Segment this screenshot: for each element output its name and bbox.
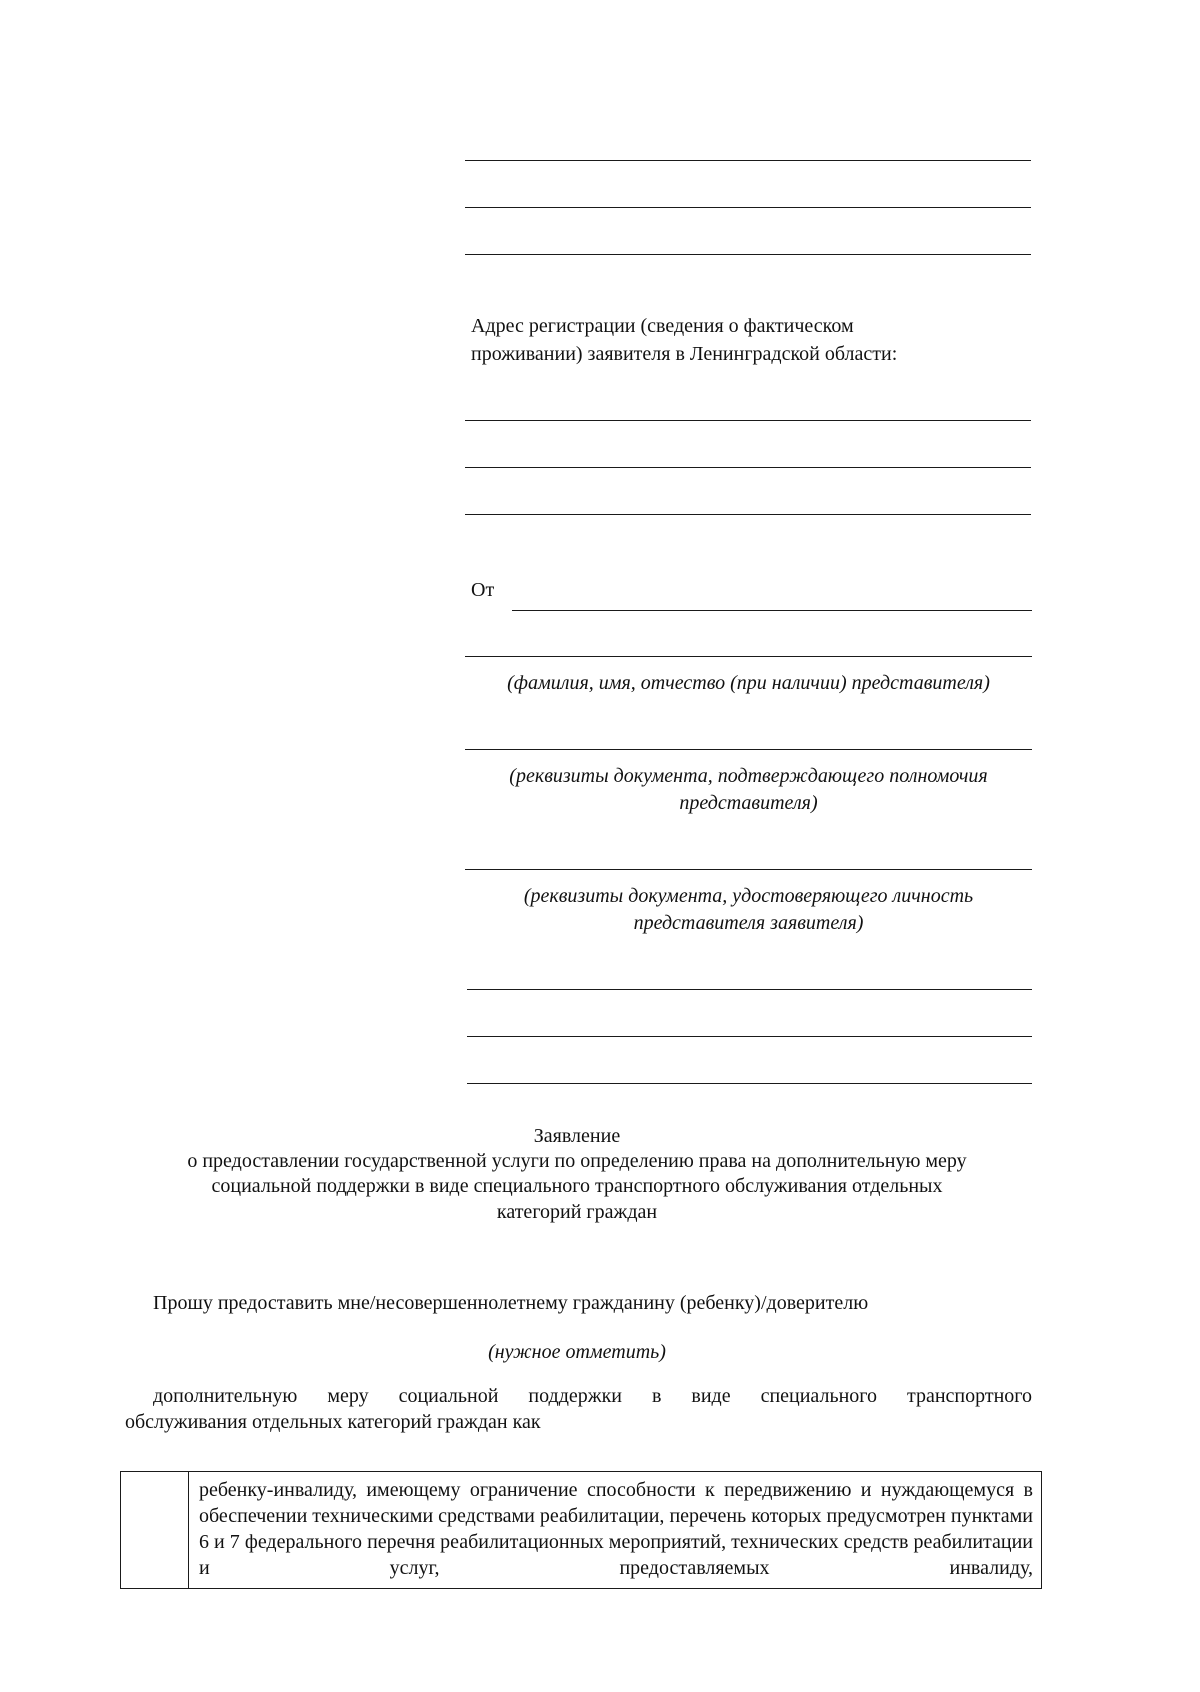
authority-doc-caption-line1: (реквизиты документа, подтверждающего полномочия bbox=[509, 765, 988, 787]
blank-line[interactable] bbox=[467, 989, 1032, 990]
blank-line[interactable] bbox=[467, 1036, 1032, 1037]
from-blank-line-2[interactable] bbox=[465, 656, 1032, 657]
paragraph-line1-text: дополнительную меру социальной поддержки в виде специального транспортного bbox=[153, 1385, 1032, 1407]
paragraph-line2: обслуживания отдельных категорий граждан как bbox=[125, 1411, 541, 1433]
address-label-line2: проживании) заявителя в Ленинградской области: bbox=[471, 343, 898, 365]
identity-doc-caption-line2: представителя заявителя) bbox=[633, 912, 864, 934]
address-blank-line[interactable] bbox=[465, 514, 1031, 515]
mark-needed-note: (нужное отметить) bbox=[488, 1341, 666, 1363]
document-title-line3: категорий граждан bbox=[496, 1201, 658, 1223]
category-option-table bbox=[120, 1471, 1042, 1589]
address-label-line1: Адрес регистрации (сведения о фактическом bbox=[471, 315, 854, 337]
authority-doc-caption-line2: представителя) bbox=[679, 792, 818, 814]
identity-doc-blank-line[interactable] bbox=[465, 869, 1032, 870]
blank-line[interactable] bbox=[465, 160, 1031, 161]
address-blank-line[interactable] bbox=[465, 420, 1031, 421]
document-heading: Заявление bbox=[533, 1125, 621, 1147]
option-checkbox-cell[interactable] bbox=[121, 1472, 189, 1588]
blank-line[interactable] bbox=[465, 254, 1031, 255]
address-blank-line[interactable] bbox=[465, 467, 1031, 468]
from-label: От bbox=[471, 579, 495, 601]
authority-doc-blank-line[interactable] bbox=[465, 749, 1032, 750]
option-description: ребенку-инвалиду, имеющему ограничение способности к передвижению и нуждающемуся в обеспечении техническими средствами реабилитации, перечень которых предусмотрен пунктами 6 и 7 федерального перечня реабилитационных мероприятий, технических средств реабилитации и услуг, предоставляемых инвалиду, bbox=[199, 1479, 1033, 1579]
blank-line[interactable] bbox=[467, 1083, 1032, 1084]
blank-line[interactable] bbox=[465, 207, 1031, 208]
from-blank-line[interactable] bbox=[512, 610, 1032, 611]
document-title-line2: социальной поддержки в виде специального транспортного обслуживания отдельных bbox=[211, 1175, 943, 1197]
identity-doc-caption-line1: (реквизиты документа, удостоверяющего личность bbox=[523, 885, 974, 907]
representative-name-caption: (фамилия, имя, отчество (при наличии) представителя) bbox=[507, 672, 990, 694]
request-text: Прошу предоставить мне/несовершеннолетнему гражданину (ребенку)/доверителю bbox=[153, 1292, 869, 1314]
paragraph-line1 bbox=[153, 1383, 1032, 1409]
document-title-line1: о предоставлении государственной услуги по определению права на дополнительную меру bbox=[187, 1150, 967, 1172]
